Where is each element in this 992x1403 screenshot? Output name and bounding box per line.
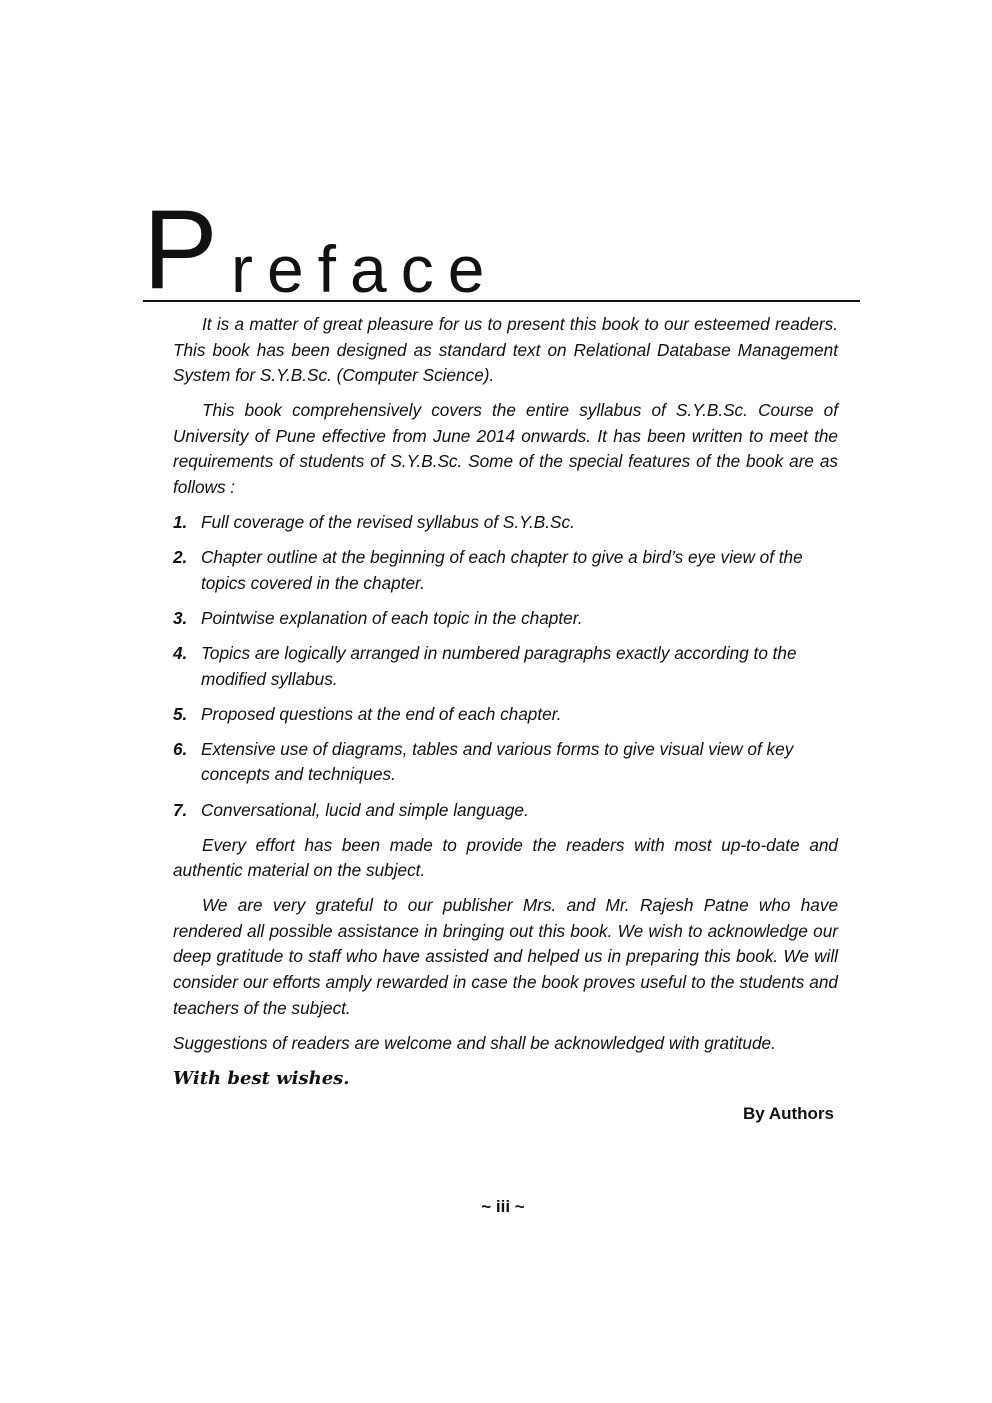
list-number: 6. <box>173 738 188 759</box>
page-number: ~ iii ~ <box>481 1197 525 1216</box>
preface-body <box>173 312 838 1091</box>
page-title <box>143 187 860 312</box>
list-text: Pointwise explanation of each topic in the chapter. <box>201 607 583 628</box>
list-number: 2. <box>173 547 188 568</box>
paragraph-intro: It is a matter of great pleasure for us to present this book to our esteemed readers. This book has been designed as standard text on Relational Database Management System for S.Y.B.Sc. (Computer Science). <box>173 314 838 386</box>
list-text: Conversational, lucid and simple language. <box>201 799 529 820</box>
list-item <box>173 606 838 632</box>
paragraph-effort: Every effort has been made to provide the readers with most up-to-date and authentic material on the subject. <box>173 834 838 881</box>
list-text: Topics are logically arranged in numbered paragraphs exactly according to the modified syllabus. <box>201 643 797 689</box>
list-text: Extensive use of diagrams, tables and various forms to give visual view of key concepts and techniques. <box>201 738 794 785</box>
title-initial: P <box>143 187 218 312</box>
paragraph-thanks: We are very grateful to our publisher Mrs. and Mr. Rajesh Patne who have rendered all possible assistance in bringing out this book. We wish to acknowledge our deep gratitude to staff who have assisted and helped us in preparing this book. We will consider our efforts amply rewarded in case the book proves useful to the students and teachers of the subject. <box>173 895 838 1018</box>
title-rest: reface <box>231 232 499 306</box>
list-text: Proposed questions at the end of each chapter. <box>201 703 562 724</box>
list-item <box>173 737 838 788</box>
list-number: 3. <box>173 607 188 628</box>
author-signature: By Authors <box>743 1104 834 1123</box>
list-item <box>173 545 838 596</box>
list-number: 7. <box>173 799 188 820</box>
list-number: 4. <box>173 643 188 664</box>
paragraph-suggestions: Suggestions of readers are welcome and shall be acknowledged with gratitude. <box>173 1032 776 1053</box>
list-text: Full coverage of the revised syllabus of S.Y.B.Sc. <box>201 512 575 533</box>
list-item <box>173 510 838 536</box>
list-item <box>173 641 838 692</box>
list-number: 5. <box>173 703 188 724</box>
list-item <box>173 702 838 728</box>
list-number: 1. <box>173 512 188 533</box>
feature-list <box>173 510 838 823</box>
list-item <box>173 798 838 824</box>
closing-wishes: With best wishes. <box>173 1067 350 1089</box>
list-text: Chapter outline at the beginning of each chapter to give a bird’s eye view of the topics covered in the chapter. <box>201 547 803 593</box>
paragraph-coverage: This book comprehensively covers the entire syllabus of S.Y.B.Sc. Course of University of Pune effective from June 2014 onwards. It has been written to meet the requirements of students of S.Y.B.Sc. Some of the special features of the book are as follows : <box>173 400 838 498</box>
